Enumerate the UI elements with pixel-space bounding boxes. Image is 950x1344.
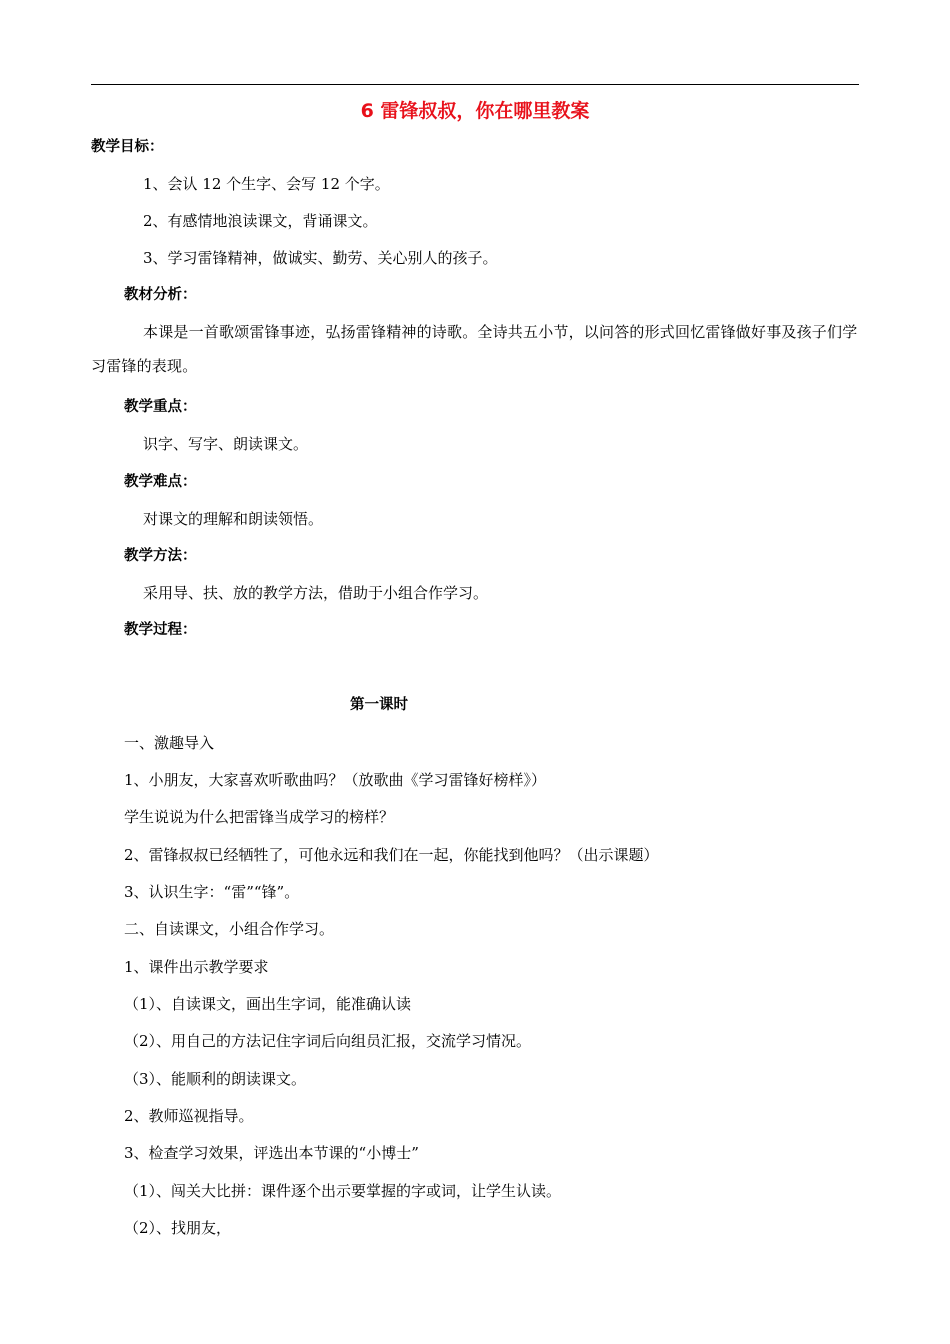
analysis-paragraph: 本课是一首歌颂雷锋事迹，弘扬雷锋精神的诗歌。全诗共五小节，以问答的形式回忆雷锋做好事及孩子们学习雷锋的表现。	[91, 323, 858, 375]
process-line: 2、雷锋叔叔已经牺牲了，可他永远和我们在一起，你能找到他吗？（出示课题）	[124, 846, 659, 864]
process-line: 一、激趣导入	[124, 734, 215, 752]
difficulties-heading: 教学难点：	[124, 474, 197, 490]
methods-text: 采用导、扶、放的教学方法，借助于小组合作学习。	[143, 584, 489, 602]
document-title: 6 雷锋叔叔，你在哪里教案	[360, 100, 590, 122]
process-line: 3、认识生字：“雷”“锋”。	[124, 883, 300, 901]
objective-item: 3、学习雷锋精神，做诚实、勤劳、关心别人的孩子。	[143, 249, 498, 267]
objective-item: 1、会认 12 个生字、会写 12 个字。	[143, 175, 390, 193]
process-line: 学生说说为什么把雷锋当成学习的榜样？	[124, 808, 395, 826]
process-line: （3）、能顺利的朗读课文。	[124, 1070, 307, 1088]
lesson-heading: 第一课时	[350, 697, 408, 713]
header-rule	[91, 84, 859, 85]
methods-heading: 教学方法：	[124, 548, 197, 564]
difficulties-text: 对课文的理解和朗读领悟。	[143, 510, 324, 528]
key-points-heading: 教学重点：	[124, 399, 197, 415]
process-line: （1）、闯关大比拼：课件逐个出示要掌握的字或词，让学生认读。	[124, 1182, 562, 1200]
key-points-text: 识字、写字、朗读课文。	[143, 435, 309, 453]
process-line: （2）、找朋友，	[124, 1219, 232, 1237]
process-line: 2、教师巡视指导。	[124, 1107, 254, 1125]
process-line: 二、自读课文，小组合作学习。	[124, 920, 335, 938]
objectives-heading: 教学目标：	[91, 139, 164, 155]
process-heading: 教学过程：	[124, 622, 197, 638]
process-line: （2）、用自己的方法记住字词后向组员汇报，交流学习情况。	[124, 1032, 532, 1050]
objective-item: 2、有感情地浪读课文，背诵课文。	[143, 212, 378, 230]
process-line: 1、课件出示教学要求	[124, 958, 269, 976]
process-line: 3、检查学习效果，评选出本节课的“小博士”	[124, 1144, 419, 1162]
analysis-heading: 教材分析：	[124, 287, 197, 303]
process-line: 1、小朋友，大家喜欢听歌曲吗？（放歌曲《学习雷锋好榜样》）	[124, 771, 547, 789]
process-line: （1）、自读课文，画出生字词，能准确认读	[124, 995, 412, 1013]
